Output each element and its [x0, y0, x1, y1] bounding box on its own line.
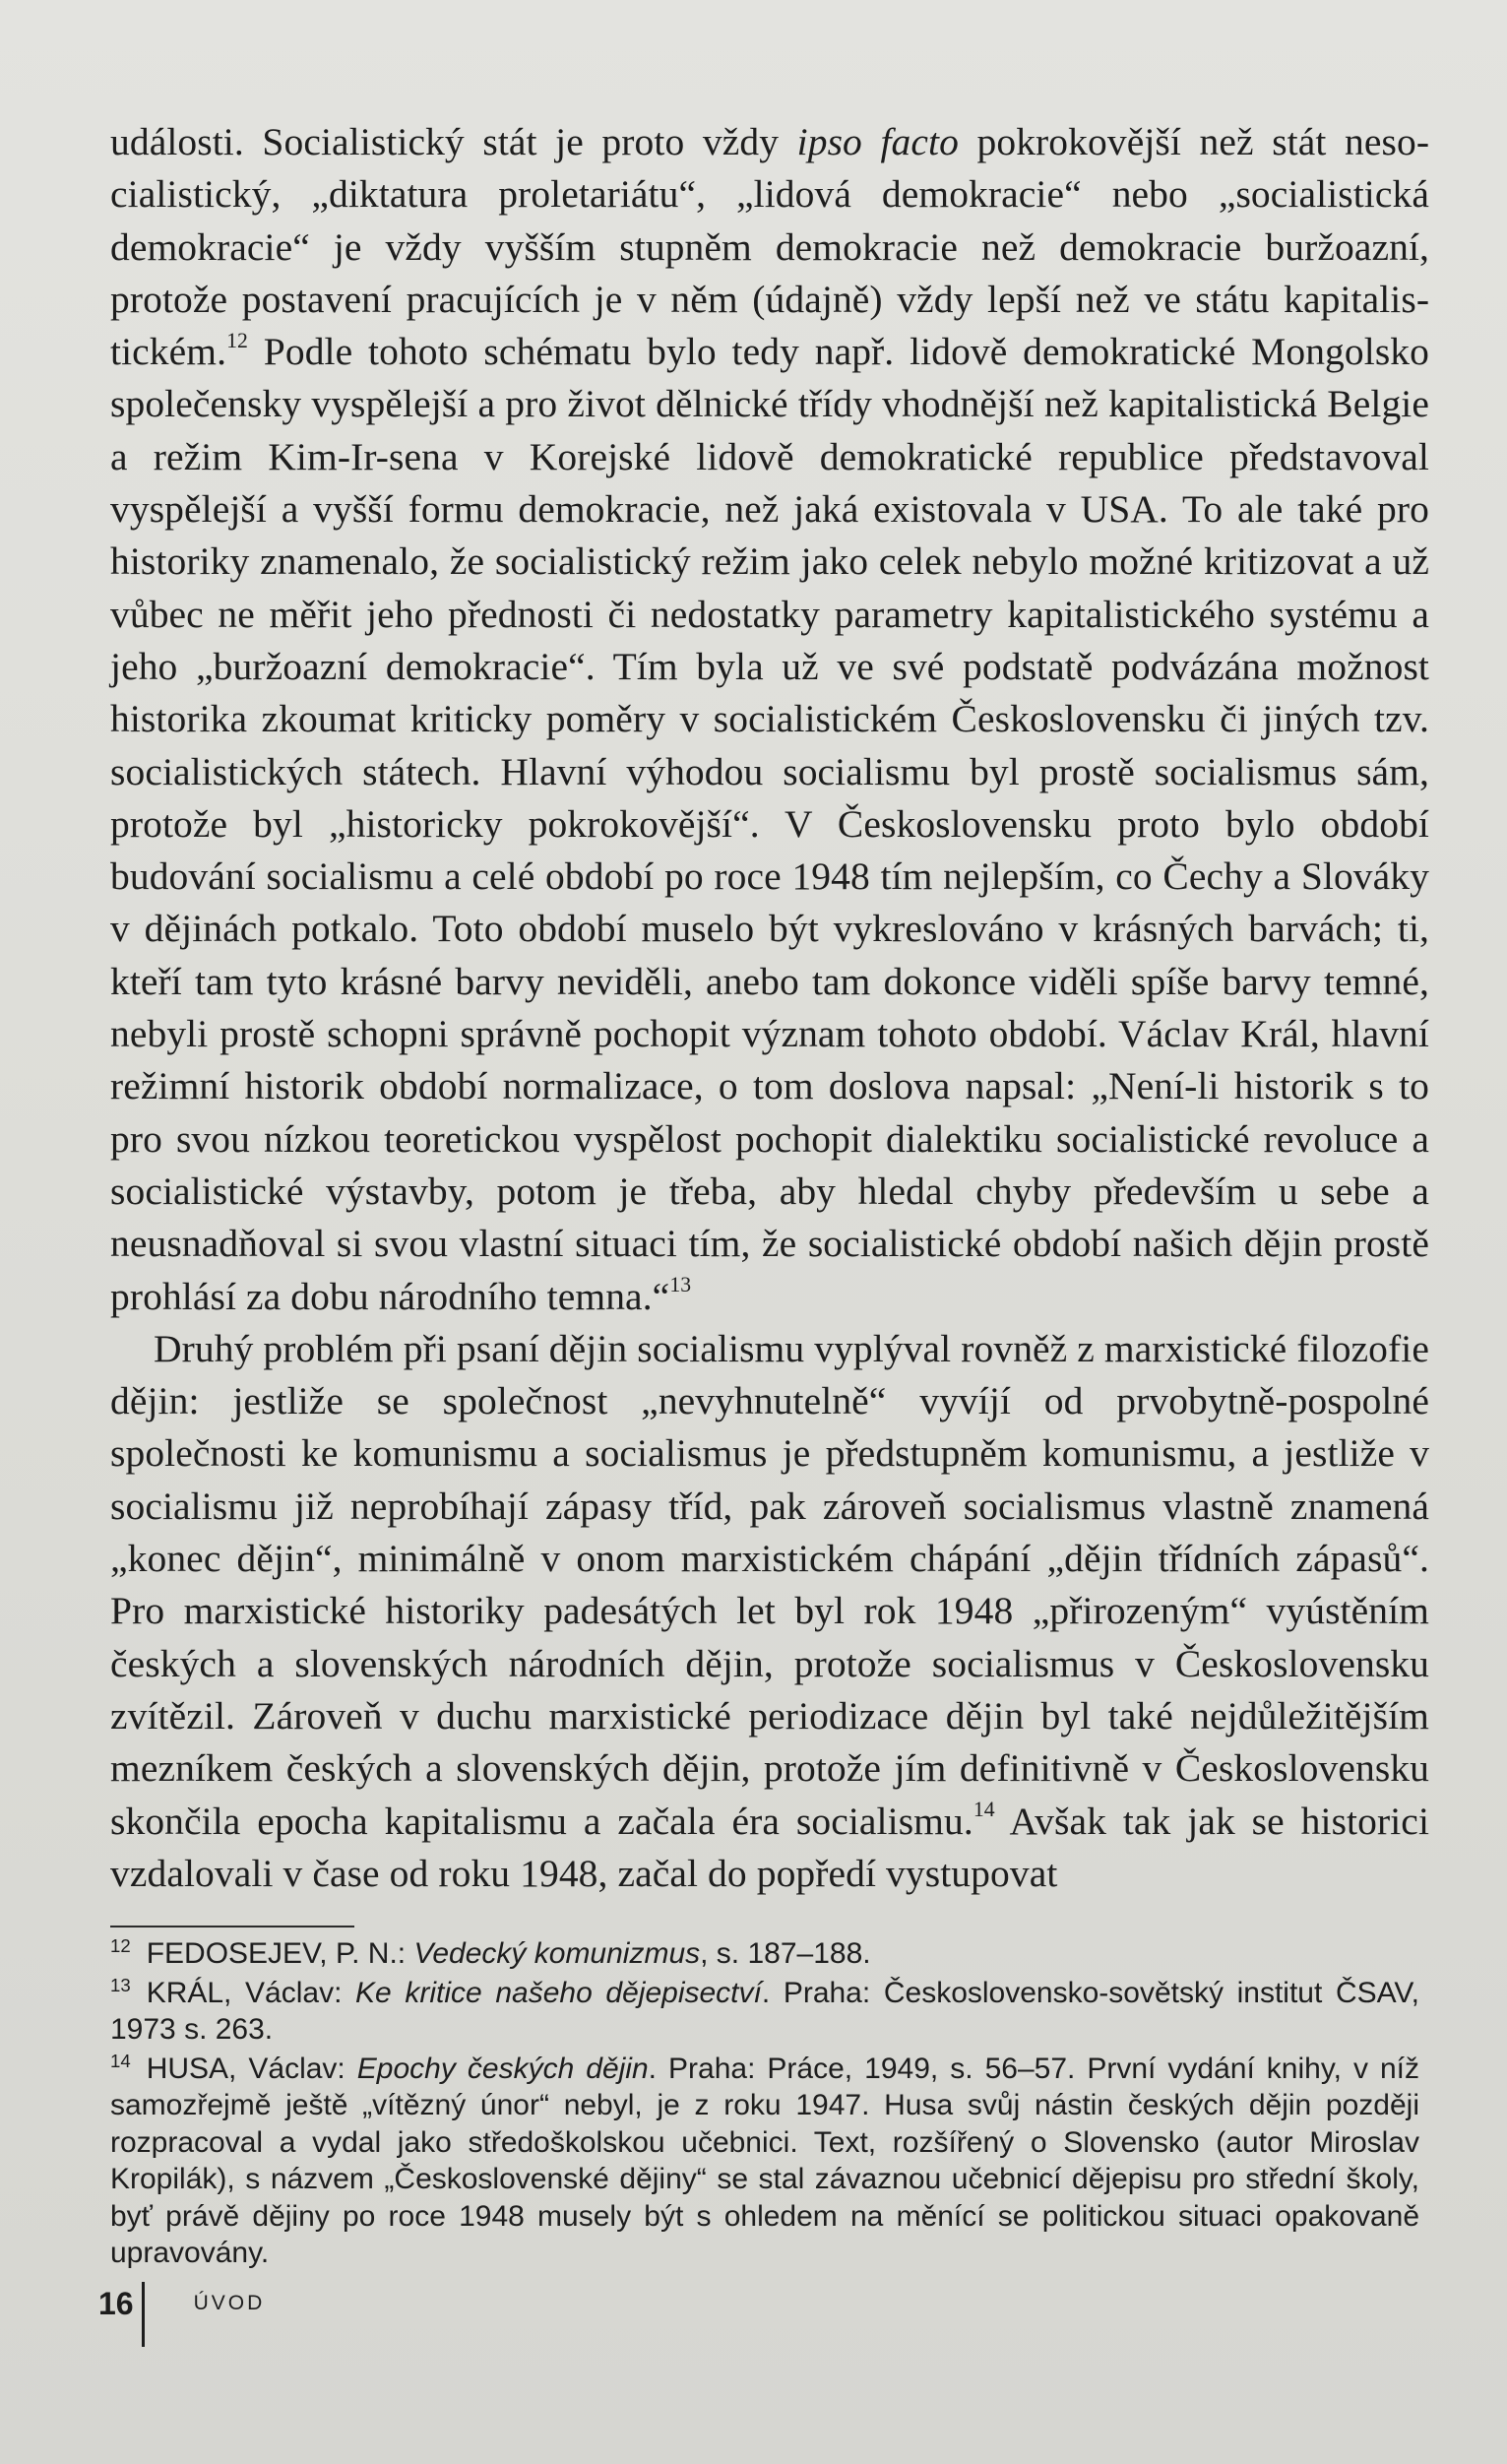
paragraph-2 [110, 1323, 1429, 1900]
text-run: . Praha: Československo-sovětský institut ČSAV, 1973 s. 263. [110, 1976, 1419, 2046]
paragraph-1 [110, 116, 1429, 1323]
footnote-number: 12 [110, 1935, 131, 1956]
italic-text: ipso facto [796, 120, 959, 163]
italic-text: Epochy českých dějin [356, 2052, 649, 2085]
footnote-reference: 14 [973, 1798, 995, 1822]
text-run: Avšak tak jak se historici vzdalovali v čase od roku 1948, začal do popředí vystupovat [110, 1799, 1430, 1895]
page-number: 16 [98, 2286, 134, 2321]
footnote-13 [110, 1975, 1419, 2049]
page-footer [98, 2286, 265, 2345]
footnote-reference: 13 [669, 1273, 692, 1297]
footnote-separator [110, 1926, 354, 1927]
text-run: pokrokovější než stát nesocialistický, „diktatura proletariátu“, „lidová demokracie“ nebo „socialistická demokracie“ je vždy vyšším stupněm demokracie než demokracie buržoazní, protože postavení pracujících je v něm (údajně) vždy lepší než ve státu kapitalistickém. [110, 120, 1429, 374]
footnote-reference: 12 [226, 328, 248, 352]
footnote-12 [110, 1935, 1419, 1973]
text-run: FEDOSEJEV, P. N.: [146, 1937, 414, 1970]
italic-text: Ke kritice našeho dějepisectví [355, 1976, 762, 2009]
text-run: HUSA, Václav: [146, 2052, 357, 2085]
italic-text: Vedecký komunizmus [413, 1937, 701, 1970]
footnotes [110, 1935, 1419, 2274]
text-run: události. Socialistický stát je proto vždy [110, 120, 797, 163]
body-text [110, 116, 1429, 1900]
running-section-title: ÚVOD [193, 2292, 266, 2314]
footnote-14 [110, 2051, 1419, 2272]
footnote-number: 14 [110, 2050, 131, 2071]
footnote-number: 13 [110, 1974, 131, 1995]
text-run: , s. 187–188. [700, 1937, 871, 1970]
text-run: Podle tohoto schématu bylo tedy např. lidově demokratické Mongolsko společensky vyspělejší a pro život dělnické třídy vhodnější než kapitalistická Belgie a režim Kim-Ir-sena v Korejské lidově demokratické republice představoval vyspělejší a vyšší formu demokracie, než jaká existovala v USA. To ale také pro historiky znamenalo, že socialistický režim jako celek nebylo možné kritizovat a už vůbec ne měřit jeho přednosti či nedostatky parametry kapitalistického systému a jeho „buržoazní demokracie“. Tím byla už ve své podstatě podvázána možnost historika zkoumat kriticky poměry v socialistickém Československu či jiných tzv. socialistických státech. Hlavní výhodou socialismu byl prostě socialismus sám, protože byl „historicky pokrokovější“. V Československu proto bylo období budování socialismu a celé období po roce 1948 tím nejlepším, co Čechy a Slováky v dějinách potkalo. Toto období muselo být vykreslováno v krásných barvách; ti, kteří tam tyto krásné barvy neviděli, anebo tam dokonce viděli spíše barvy temné, nebyli prostě schopni správně pochopit význam tohoto období. Václav Král, hlavní režimní historik období normalizace, o tom doslova napsal: „Není-li historik s to pro svou nízkou teoretickou vyspělost pochopit dialektiku socialistické revoluce a socialistické výstavby, potom je třeba, aby hledal chyby především u sebe a neusnadňoval si svou vlastní situaci tím, že socialistické období našich dějin prostě prohlásí za dobu národního temna.“ [110, 330, 1429, 1318]
text-run: KRÁL, Václav: [146, 1976, 356, 2009]
text-run: . Praha: Práce, 1949, s. 56–57. První vydání knihy, v níž samozřejmě ještě „vítězný únor“ nebyl, je z roku 1947. Husa svůj nástin českých dějin později rozpracoval a vydal jako středoškolskou učebnici. Text, rozšířený o Slovensko (autor Miroslav Kropilák), s názvem „Československé dějiny“ se stal závaznou učebnicí dějepisu pro střední školy, byť právě dějiny po roce 1948 musely být s ohledem na měnící se politickou situaci opakovaně upravovány. [110, 2052, 1420, 2269]
footer-divider [142, 2282, 145, 2347]
text-run: Druhý problém při psaní dějin socialismu vyplýval rovněž z marxistické filozofie dějin: jestliže se společnost „nevyhnutelně“ vyvíjí od prvobytně-pospolné společnosti ke komunismu a socialismus je předstupněm komunismu, a jestliže v socialismu již neprobíhají zápasy tříd, pak zároveň socialismus vlastně znamená „konec dějin“, minimálně v onom marxistickém chápání „dějin třídních zápasů“. Pro marxistické historiky padesátých let byl rok 1948 „přirozeným“ vyústěním českých a slovenských národních dějin, protože socialismus v Československu zvítězil. Zároveň v duchu marxistické periodizace dějin byl také nejdůležitějším mezníkem českých a slovenských dějin, protože jím definitivně v Československu skončila epocha kapitalismu a začala éra socialismu. [110, 1326, 1429, 1843]
